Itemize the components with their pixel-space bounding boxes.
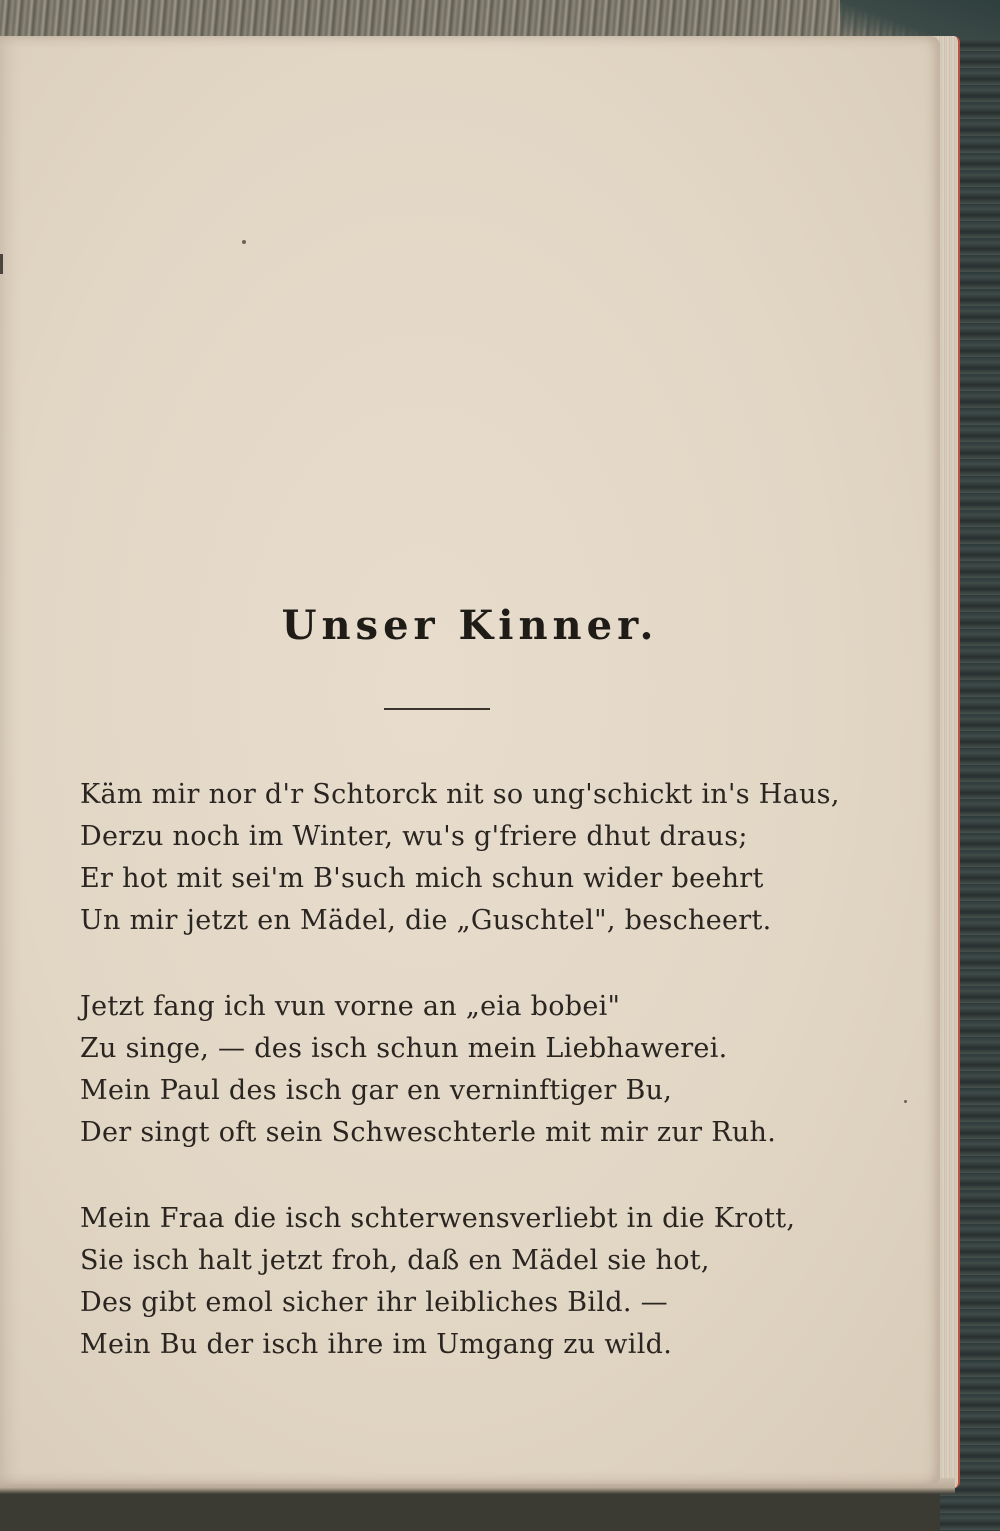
poem-line: Mein Fraa die isch schterwensverliebt in die Krott, (80, 1203, 796, 1234)
poem-line: Mein Bu der isch ihre im Umgang zu wild. (80, 1329, 673, 1360)
poem-line: Zu singe, — des isch schun mein Liebhawerei. (80, 1033, 728, 1064)
poem-line: Jetzt fang ich vun vorne an „eia bobei" (80, 991, 621, 1022)
poem-line: Er hot mit sei'm B'such mich schun wider beehrt (80, 863, 764, 894)
poem-line: Der singt oft sein Schweschterle mit mir zur Ruh. (80, 1117, 777, 1148)
poem-title: Unser Kinner. (281, 602, 659, 649)
title-divider (384, 708, 490, 710)
stanza-1 (80, 774, 920, 942)
poem-line: Käm mir nor d'r Schtorck nit so ung'schickt in's Haus, (80, 779, 840, 810)
page-mark (0, 254, 3, 274)
poem-line: Un mir jetzt en Mädel, die „Guschtel", bescheert. (80, 905, 772, 936)
poem-line: Des gibt emol sicher ihr leibliches Bild. — (80, 1287, 668, 1318)
paper-speck (242, 240, 246, 244)
book-page (0, 36, 940, 1484)
poem-line: Sie isch halt jetzt froh, daß en Mädel sie hot, (80, 1245, 710, 1276)
poem-line: Mein Paul des isch gar en verninftiger Bu, (80, 1075, 673, 1106)
stanza-3 (80, 1198, 920, 1366)
stanza-2 (80, 986, 920, 1154)
book-cover-corner (840, 0, 1000, 40)
poem-body (80, 774, 920, 1410)
poem-line: Derzu noch im Winter, wu's g'friere dhut draus; (80, 821, 748, 852)
